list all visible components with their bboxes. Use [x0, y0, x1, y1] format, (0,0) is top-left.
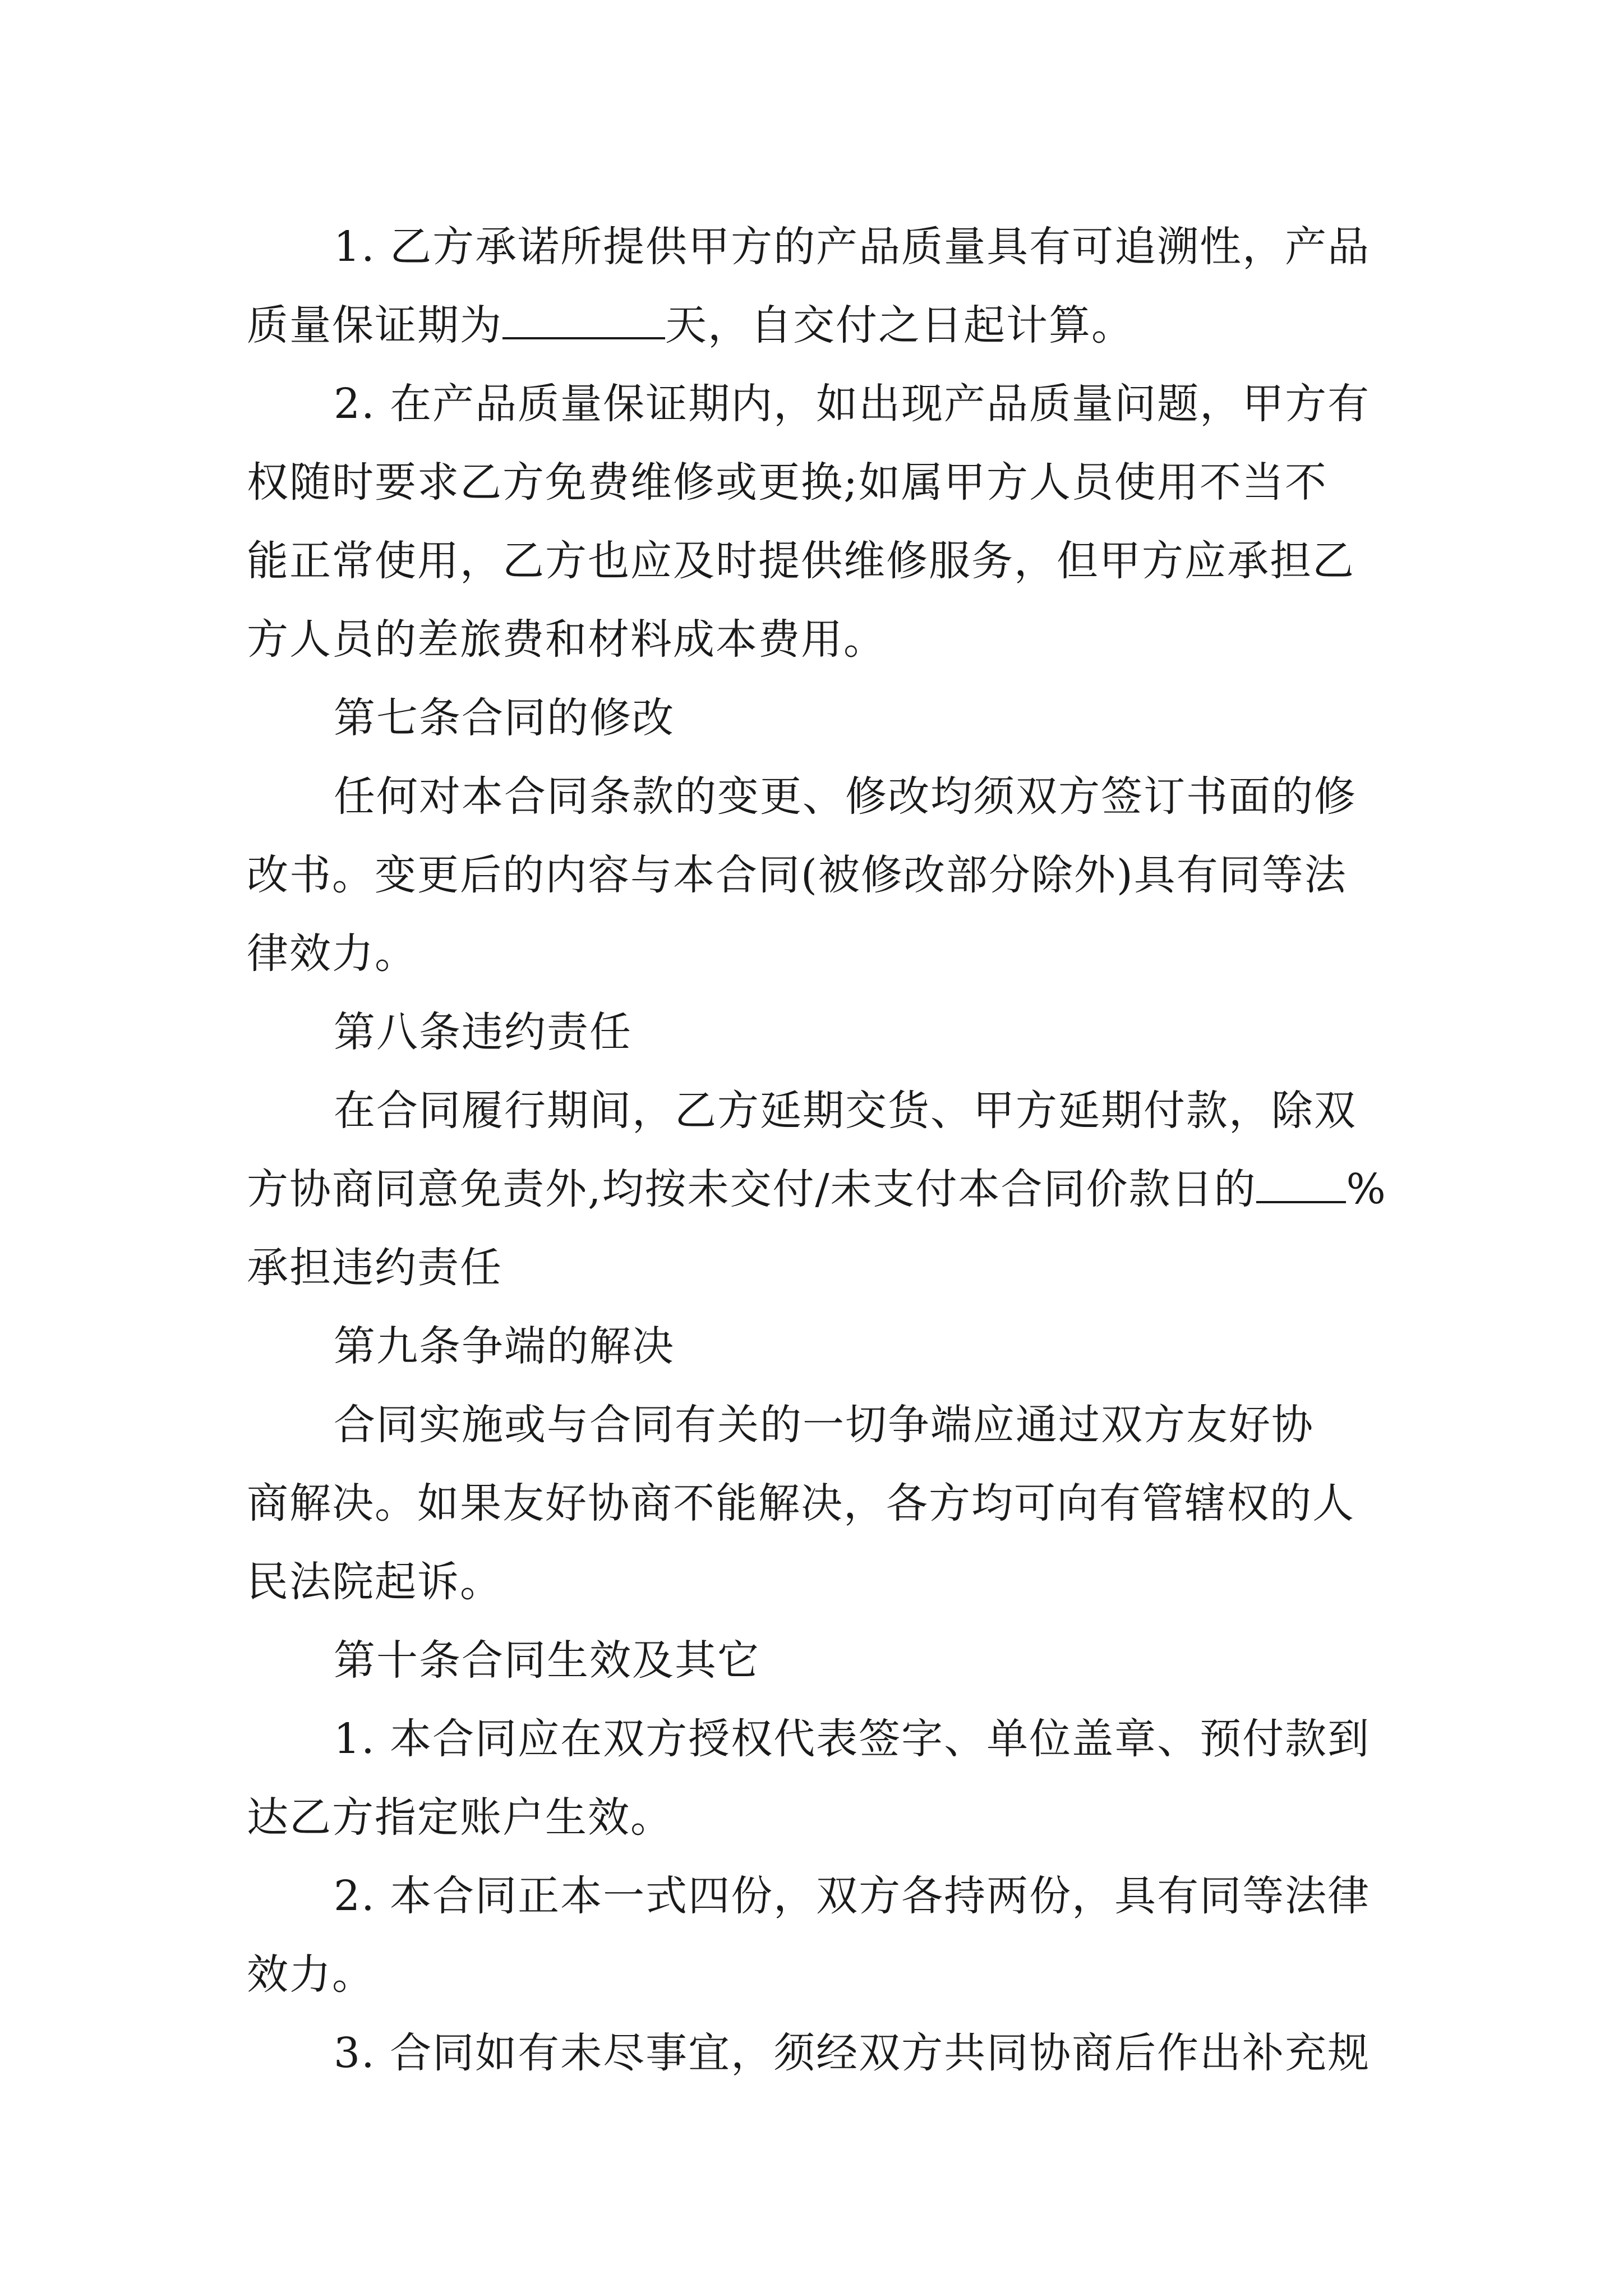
paragraph-line: 权随时要求乙方免费维修或更换;如属甲方人员使用不当不 [247, 458, 1327, 507]
paragraph-line: 方协商同意免责外,均按未交付/未支付本合同价款日的 % [247, 1150, 1396, 1228]
paragraph-line: 改书。变更后的内容与本合同(被修改部分除外)具有同等法 [247, 851, 1347, 899]
paragraph-line: 效力。 [247, 1950, 375, 1999]
paragraph-line: 2. 在产品质量保证期内，如出现产品质量问题，甲方有 [334, 380, 1371, 428]
fill-in-blank [502, 298, 665, 339]
paragraph-line: 律效力。 [247, 930, 417, 978]
section-heading: 第十条合同生效及其它 [334, 1636, 760, 1685]
paragraph-line: 合同实施或与合同有关的一切争端应通过双方友好协 [334, 1401, 1314, 1449]
paragraph-line: 1. 本合同应在双方授权代表签字、单位盖章、预付款到 [334, 1715, 1371, 1763]
paragraph-line: 能正常使用，乙方也应及时提供维修服务，但甲方应承担乙 [247, 537, 1355, 585]
paragraph-line: 质量保证期为 天，自交付之日起计算。 [247, 286, 1396, 365]
paragraph-line: 在合同履行期间，乙方延期交货、甲方延期付款，除双 [334, 1087, 1357, 1135]
section-heading: 第七条合同的修改 [334, 694, 675, 742]
paragraph-line: 方人员的差旅费和材料成本费用。 [247, 615, 886, 664]
paragraph-line: 商解决。如果友好协商不能解决，各方均可向有管辖权的人 [247, 1479, 1355, 1527]
document-body [247, 208, 1396, 2092]
paragraph-line: 达乙方指定账户生效。 [247, 1793, 673, 1842]
paragraph-line: 任何对本合同条款的变更、修改均须双方签订书面的修 [334, 772, 1357, 821]
paragraph-line: 1. 乙方承诺所提供甲方的产品质量具有可追溯性，产品 [334, 223, 1371, 271]
section-heading: 第八条违约责任 [334, 1008, 632, 1056]
fill-in-blank [1256, 1162, 1346, 1203]
paragraph-line: 2. 本合同正本一式四份，双方各持两份，具有同等法律 [334, 1872, 1371, 1920]
paragraph-line: 承担违约责任 [247, 1244, 502, 1292]
section-heading: 第九条争端的解决 [334, 1322, 675, 1370]
paragraph-line: 3. 合同如有未尽事宜，须经双方共同协商后作出补充规 [334, 2029, 1371, 2077]
paragraph-line: 民法院起诉。 [247, 1558, 502, 1606]
